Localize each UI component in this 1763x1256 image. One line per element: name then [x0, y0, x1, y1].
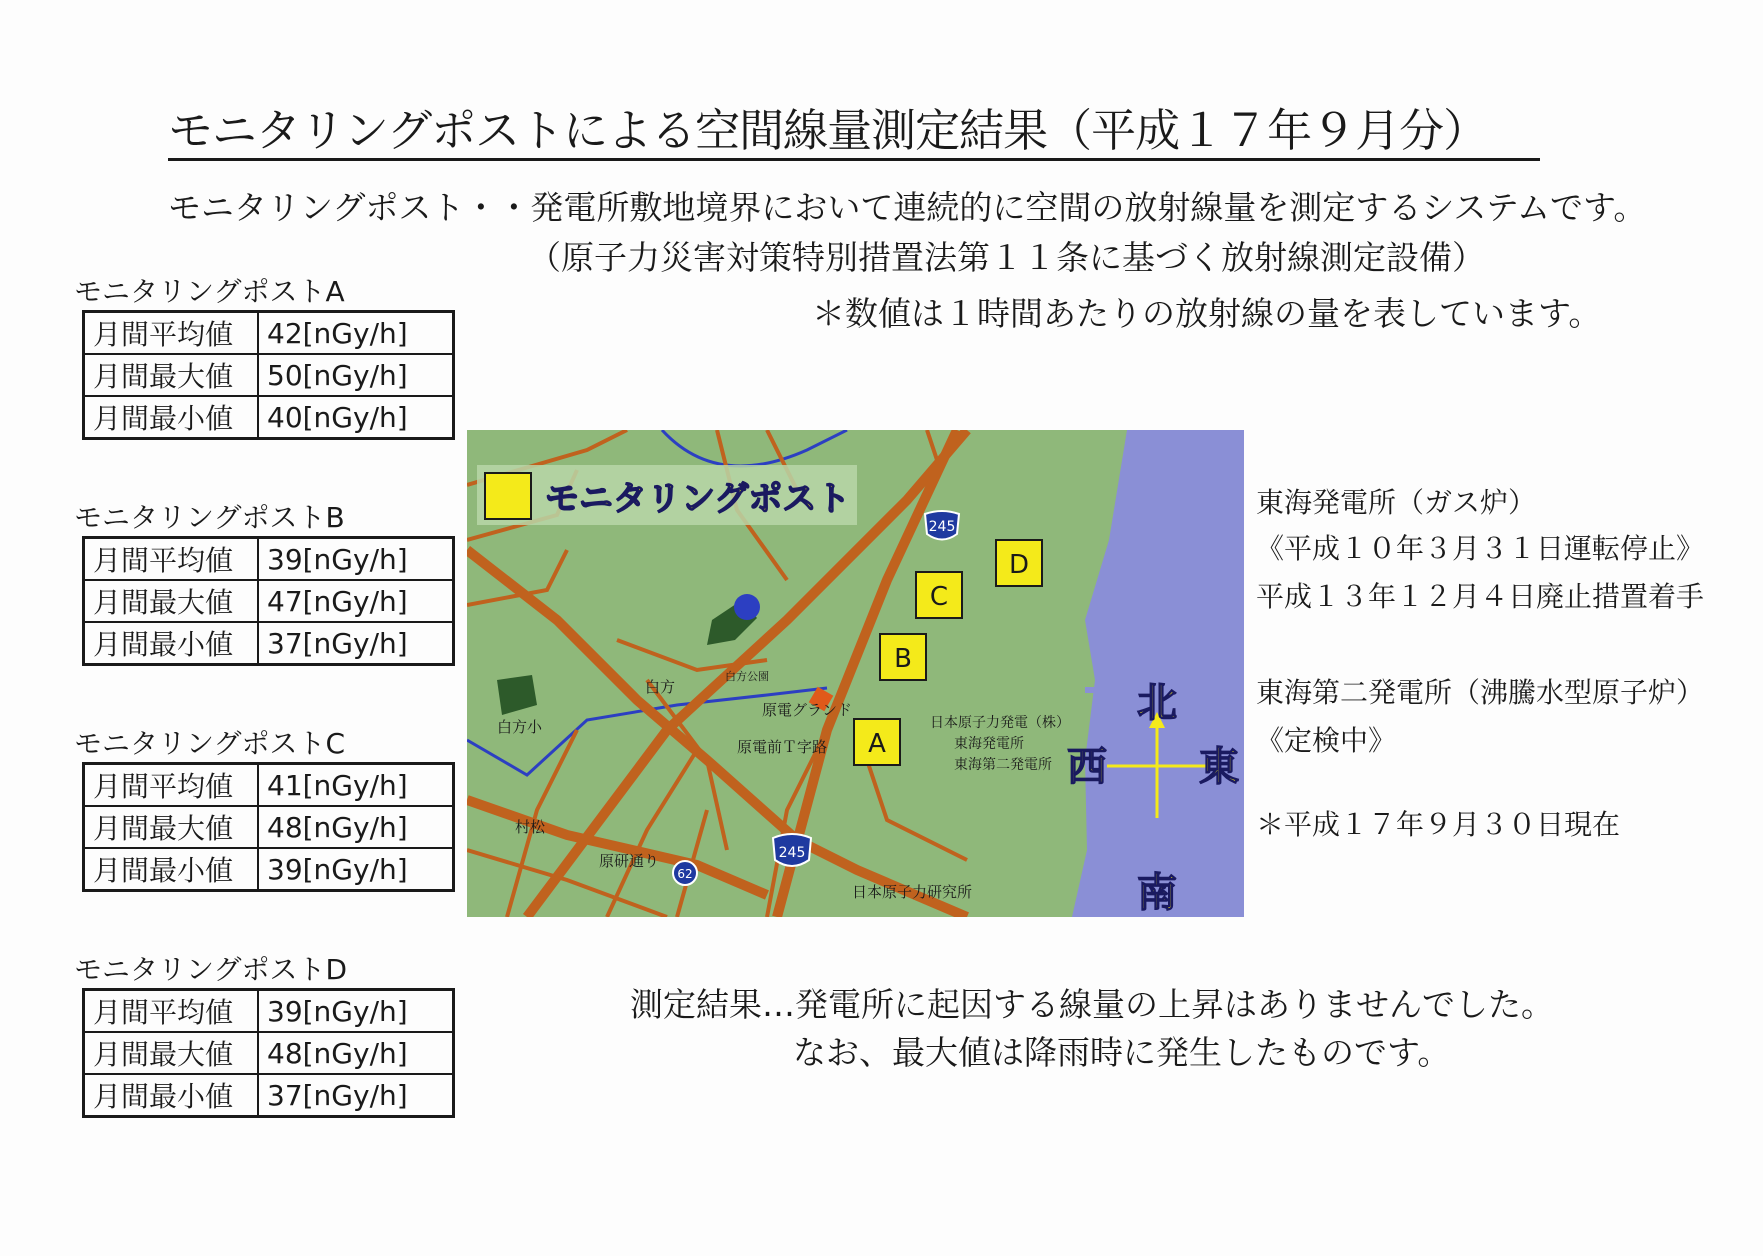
row-label: 月間平均値 [84, 538, 259, 581]
pond [734, 594, 760, 620]
row-value: 41[nGy/h] [258, 764, 454, 807]
legend-marker-icon [485, 473, 531, 519]
marker-d-label: D [1008, 550, 1030, 580]
table-row [84, 1032, 454, 1074]
table-row [84, 354, 454, 396]
page-title: モニタリングポストによる空間線量測定結果（平成１７年９月分） [168, 104, 1540, 161]
label-jaea: 日本原子力研究所 [852, 883, 973, 901]
marker-a-label: A [868, 729, 886, 759]
marker-a [854, 719, 900, 765]
row-value: 42[nGy/h] [258, 312, 454, 355]
table-row [84, 622, 454, 665]
label-shirakata-school: 白方小 [497, 718, 543, 736]
table-row [84, 580, 454, 622]
row-value: 47[nGy/h] [258, 580, 454, 622]
marker-c-label: C [929, 582, 949, 612]
tokai2-name: 東海第二発電所（沸騰水型原子炉） [1256, 676, 1705, 709]
route-62-label: 62 [677, 867, 693, 881]
compass-west: 西 [1067, 744, 1107, 790]
label-tokai2-ps: 東海第二発電所 [954, 757, 1052, 773]
label-muramatsu: 村松 [515, 818, 546, 836]
table-row [84, 538, 454, 581]
marker-b-label: B [894, 644, 912, 674]
post-a-label: モニタリングポストA [74, 275, 345, 308]
post-d-label: モニタリングポストD [74, 953, 348, 986]
row-value: 48[nGy/h] [258, 806, 454, 848]
row-value: 39[nGy/h] [258, 848, 454, 891]
table-row [84, 990, 454, 1033]
label-japc: 日本原子力発電（株） [930, 715, 1070, 731]
tokai2-status: 《定検中》 [1256, 724, 1397, 757]
row-label: 月間平均値 [84, 764, 259, 807]
table-row [84, 764, 454, 807]
route-245-north-label: 245 [928, 519, 956, 535]
row-value: 40[nGy/h] [258, 396, 454, 439]
compass-south: 南 [1137, 870, 1177, 916]
post-b-table [82, 536, 455, 666]
site-map [467, 430, 1244, 917]
post-a-table [82, 310, 455, 440]
label-tokai-ps: 東海発電所 [954, 736, 1024, 752]
row-label: 月間最小値 [84, 848, 259, 891]
tokai-decommission: 平成１３年１２月４日廃止措置着手 [1256, 580, 1705, 613]
label-genken-street: 原研通り [599, 852, 660, 870]
table-row [84, 1074, 454, 1117]
post-c-label: モニタリングポストC [74, 727, 345, 760]
row-label: 月間平均値 [84, 990, 259, 1033]
row-label: 月間最小値 [84, 622, 259, 665]
row-value: 39[nGy/h] [258, 538, 454, 581]
result-line-1: 測定結果…発電所に起因する線量の上昇はありませんでした。 [630, 985, 1554, 1024]
label-shirakata: 白方 [645, 678, 676, 696]
row-value: 50[nGy/h] [258, 354, 454, 396]
table-row [84, 806, 454, 848]
post-d-table [82, 988, 455, 1118]
row-label: 月間最大値 [84, 354, 259, 396]
marker-b [880, 634, 926, 680]
legend-label: モニタリングポスト [545, 479, 851, 519]
row-value: 48[nGy/h] [258, 1032, 454, 1074]
row-value: 37[nGy/h] [258, 622, 454, 665]
table-row [84, 396, 454, 439]
post-b-label: モニタリングポストB [74, 501, 345, 534]
post-c-table [82, 762, 455, 892]
marker-c [916, 572, 962, 618]
row-value: 37[nGy/h] [258, 1074, 454, 1117]
label-shirakata-park: 白方公園 [725, 670, 769, 683]
row-label: 月間最大値 [84, 580, 259, 622]
tokai-name: 東海発電所（ガス炉） [1256, 486, 1537, 519]
row-label: 月間最大値 [84, 1032, 259, 1074]
result-line-2: なお、最大値は降雨時に発生したものです。 [793, 1033, 1451, 1072]
intro-line-3: ＊数値は１時間あたりの放射線の量を表しています。 [812, 294, 1602, 333]
row-value: 39[nGy/h] [258, 990, 454, 1033]
marker-d [996, 540, 1042, 586]
row-label: 月間最小値 [84, 396, 259, 439]
compass-north: 北 [1137, 680, 1177, 726]
row-label: 月間最小値 [84, 1074, 259, 1117]
compass-east: 東 [1199, 744, 1239, 790]
label-genden-ground: 原電グランド [762, 701, 853, 719]
as-of-date: ＊平成１７年９月３０日現在 [1256, 808, 1621, 841]
tokai-stop: 《平成１０年３月３１日運転停止》 [1256, 532, 1705, 565]
row-label: 月間平均値 [84, 312, 259, 355]
route-245-south-label: 245 [778, 845, 806, 861]
table-row [84, 312, 454, 355]
row-label: 月間最大値 [84, 806, 259, 848]
intro-line-2: （原子力災害対策特別措置法第１１条に基づく放射線測定設備） [528, 238, 1485, 277]
intro-line-1: モニタリングポスト・・発電所敷地境界において連続的に空間の放射線量を測定するシステムです。 [168, 188, 1647, 227]
table-row [84, 848, 454, 891]
label-genden-junction: 原電前Ｔ字路 [737, 738, 828, 756]
